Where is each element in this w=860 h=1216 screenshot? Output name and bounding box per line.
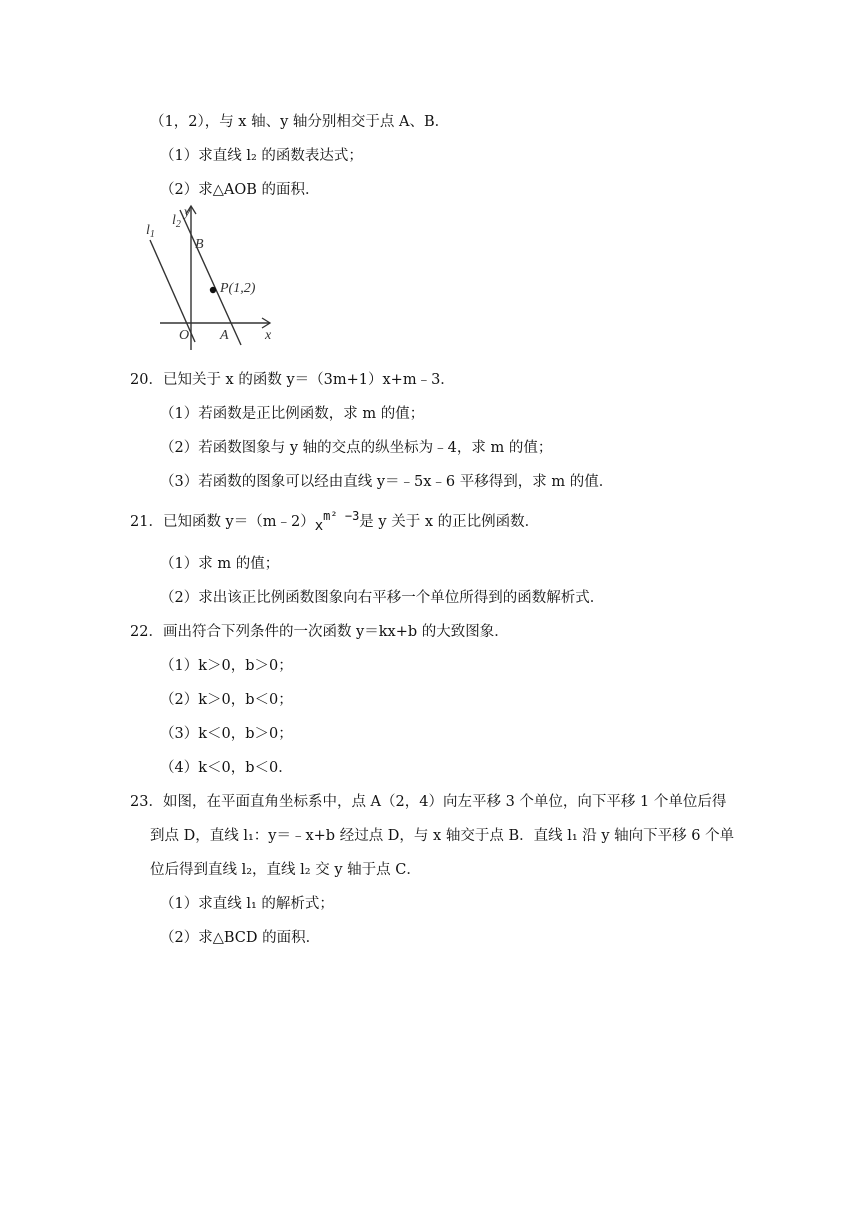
- q20-part-1: （1）若函数是正比例函数，求 m 的值；: [160, 406, 425, 422]
- q21-power-expression: [314, 509, 360, 534]
- point-p: [210, 287, 216, 293]
- q23-stem-line-2: 到点 D，直线 l₁：y＝﹣x+b 经过点 D，与 x 轴交于点 B．直线 l₁ 沿 y 轴向下平移 6 个单: [150, 828, 735, 844]
- line-l2: [180, 210, 241, 345]
- q22-part-3: （3）k＜0，b＞0；: [160, 726, 293, 742]
- q20-stem: 20．已知关于 x 的函数 y＝（3m+1）x+m﹣3．: [130, 372, 455, 388]
- q22-part-4: （4）k＜0，b＜0．: [160, 760, 293, 776]
- q19-part-2: （2）求△AOB 的面积．: [160, 182, 320, 198]
- label-x: x: [265, 328, 272, 343]
- q23-part-1: （1）求直线 l₁ 的解析式；: [160, 896, 334, 912]
- q21-part-1: （1）求 m 的值；: [160, 556, 280, 572]
- q21-stem: [130, 509, 540, 534]
- q20-part-3: （3）若函数的图象可以经由直线 y＝﹣5x﹣6 平移得到，求 m 的值．: [160, 474, 614, 490]
- label-l1: $l_1$: [146, 223, 155, 240]
- label-a: A: [220, 328, 229, 343]
- q23-part-2: （2）求△BCD 的面积．: [160, 930, 321, 946]
- q21-part-2: （2）求出该正比例函数图象向右平移一个单位所得到的函数解析式．: [160, 590, 605, 606]
- q22-stem: 22．画出符合下列条件的一次函数 y＝kx+b 的大致图象．: [130, 624, 509, 640]
- label-y: y: [184, 205, 191, 220]
- q22-part-2: （2）k＞0，b＜0；: [160, 692, 293, 708]
- q19-stem-continuation: （1，2），与 x 轴、y 轴分别相交于点 A、B．: [150, 114, 450, 130]
- q21-base: x: [314, 518, 324, 534]
- line-l1: [150, 240, 195, 342]
- label-p: P(1,2): [220, 281, 256, 296]
- q22-part-1: （1）k＞0，b＞0；: [160, 658, 293, 674]
- label-l2: $l_2$: [172, 213, 181, 230]
- q23-stem-line-3: 位后得到直线 l₂，直线 l₂ 交 y 轴于点 C．: [150, 862, 421, 878]
- q23-stem-line-1: 23．如图，在平面直角坐标系中，点 A（2，4）向左平移 3 个单位，向下平移 1 个单位后得: [130, 794, 727, 810]
- q21-stem-a: 21．已知函数 y＝（m﹣2）: [130, 514, 315, 530]
- label-o: O: [179, 328, 190, 343]
- q21-exponent: m² −3: [323, 509, 360, 523]
- label-b: B: [195, 237, 204, 252]
- q20-part-2: （2）若函数图象与 y 轴的交点的纵坐标为﹣4，求 m 的值；: [160, 440, 553, 456]
- q19-part-1: （1）求直线 l₂ 的函数表达式；: [160, 148, 363, 164]
- q21-stem-b: 是 y 关于 x 的正比例函数．: [359, 514, 540, 530]
- q19-figure: [138, 202, 288, 357]
